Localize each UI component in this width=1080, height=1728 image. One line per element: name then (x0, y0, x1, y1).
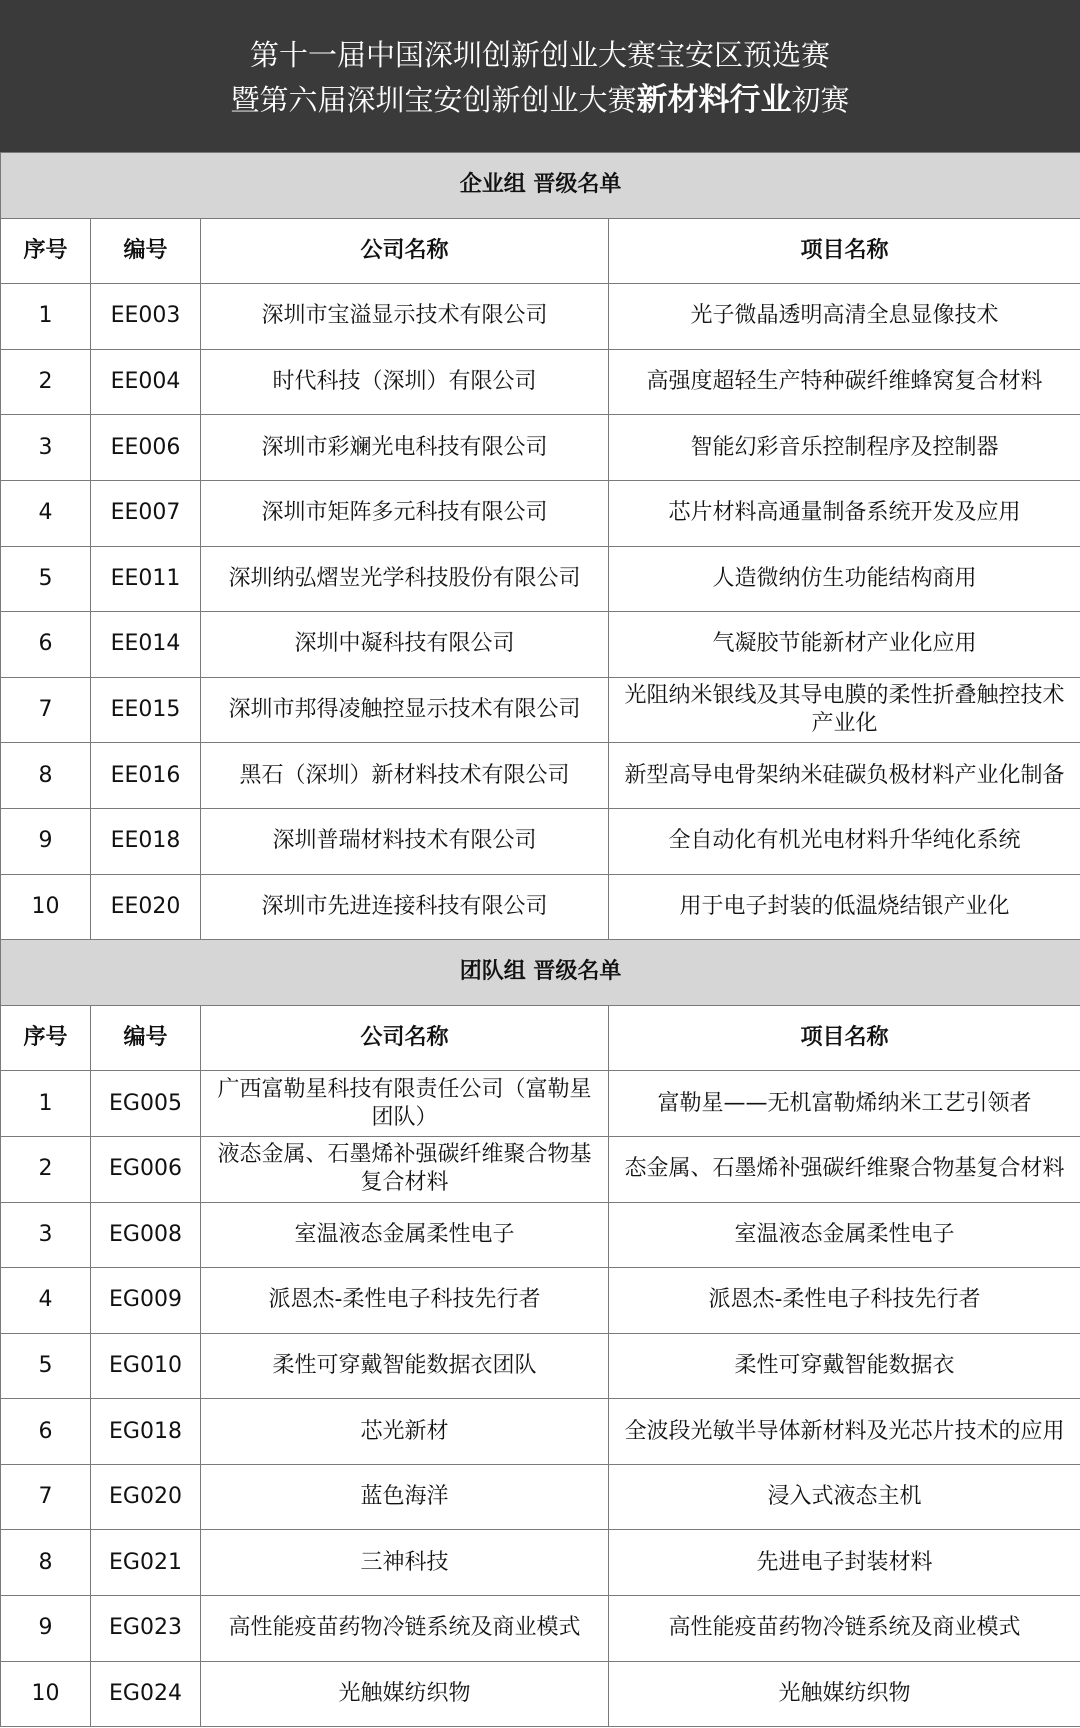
company-cell (201, 743, 609, 809)
company-cell-text: 深圳市先进连接科技有限公司 (261, 893, 548, 919)
seq-cell-text: 2 (38, 369, 53, 395)
project-cell (609, 1399, 1080, 1465)
code-cell (91, 1399, 201, 1465)
seq-cell (1, 1661, 91, 1727)
company-cell (201, 1530, 609, 1596)
team-section-title (1, 940, 1080, 1006)
seq-cell (1, 874, 91, 940)
project-cell (609, 1268, 1080, 1334)
table-row (1, 284, 1080, 350)
company-cell (201, 1071, 609, 1137)
project-cell-text: 高性能疫苗药物冷链系统及商业模式 (668, 1615, 1021, 1641)
code-cell-text: EE006 (110, 434, 181, 460)
project-cell-text: 智能幻彩音乐控制程序及控制器 (690, 434, 999, 460)
seq-cell-text: 10 (31, 893, 60, 919)
company-cell (201, 612, 609, 678)
project-cell (609, 480, 1080, 546)
table-row (1, 1202, 1080, 1268)
company-cell (201, 808, 609, 874)
seq-cell (1, 1464, 91, 1530)
code-cell (91, 1333, 201, 1399)
column-header-seq (1, 218, 91, 284)
company-cell-text: 室温液态金属柔性电子 (294, 1221, 515, 1247)
table-row (1, 1596, 1080, 1662)
team-column-header-row (1, 1005, 1080, 1071)
column-header-project-text: 项目名称 (800, 1025, 889, 1051)
project-cell-text: 全自动化有机光电材料升华纯化系统 (668, 828, 1021, 854)
team-section-title-text: 团队组 晋级名单 (459, 959, 622, 985)
project-cell-text: 室温液态金属柔性电子 (734, 1221, 955, 1247)
seq-cell-text: 3 (38, 434, 53, 460)
company-cell (201, 349, 609, 415)
column-header-code-text: 编号 (123, 237, 168, 263)
project-cell (609, 874, 1080, 940)
column-header-company (201, 218, 609, 284)
code-cell (91, 349, 201, 415)
project-cell (609, 743, 1080, 809)
seq-cell (1, 480, 91, 546)
seq-cell-text: 9 (38, 1615, 53, 1641)
company-cell (201, 546, 609, 612)
enterprise-section-title-text: 企业组 晋级名单 (459, 172, 622, 198)
column-header-code (91, 218, 201, 284)
seq-cell (1, 546, 91, 612)
company-cell (201, 1596, 609, 1662)
project-cell (609, 1333, 1080, 1399)
company-cell-text: 液态金属、石墨烯补强碳纤维聚合物基复合材料 (217, 1142, 592, 1196)
table-row (1, 480, 1080, 546)
table-row (1, 808, 1080, 874)
company-cell-text: 高性能疫苗药物冷链系统及商业模式 (228, 1615, 581, 1641)
code-cell-text: EE020 (110, 893, 181, 919)
company-cell-text: 深圳市邦得凌触控显示技术有限公司 (228, 697, 581, 723)
code-cell-text: EG010 (109, 1352, 182, 1378)
seq-cell (1, 1596, 91, 1662)
code-cell (91, 1071, 201, 1137)
seq-cell-text: 4 (38, 1287, 53, 1313)
results-table-body (1, 153, 1080, 1727)
seq-cell (1, 1399, 91, 1465)
column-header-code-text: 编号 (123, 1025, 168, 1051)
project-cell-text: 高强度超轻生产特种碳纤维蜂窝复合材料 (646, 369, 1043, 395)
table-row (1, 546, 1080, 612)
table-row (1, 1464, 1080, 1530)
column-header-code (91, 1005, 201, 1071)
company-cell-text: 时代科技（深圳）有限公司 (272, 369, 537, 395)
seq-cell (1, 349, 91, 415)
seq-cell (1, 743, 91, 809)
seq-cell-text: 9 (38, 828, 53, 854)
column-header-project (609, 1005, 1080, 1071)
company-cell (201, 284, 609, 350)
table-row (1, 677, 1080, 743)
header-title-industry: 新材料行业 (636, 82, 792, 118)
project-cell (609, 415, 1080, 481)
company-cell-text: 深圳中凝科技有限公司 (294, 631, 515, 657)
company-cell (201, 1333, 609, 1399)
seq-cell-text: 3 (38, 1221, 53, 1247)
code-cell-text: EG021 (109, 1549, 182, 1575)
project-cell (609, 546, 1080, 612)
project-cell (609, 1661, 1080, 1727)
header-title-prefix: 暨第六届深圳宝安创新创业大赛 (230, 83, 637, 117)
company-cell-text: 芯光新材 (360, 1418, 449, 1444)
enterprise-section-title (1, 153, 1080, 219)
code-cell-text: EE007 (110, 500, 181, 526)
seq-cell-text: 6 (38, 1418, 53, 1444)
project-cell-text: 派恩杰-柔性电子科技先行者 (708, 1287, 981, 1313)
code-cell-text: EE004 (110, 369, 181, 395)
project-cell (609, 1530, 1080, 1596)
seq-cell (1, 808, 91, 874)
seq-cell-text: 5 (38, 565, 53, 591)
company-cell-text: 黑石（深圳）新材料技术有限公司 (239, 762, 570, 788)
seq-cell (1, 284, 91, 350)
project-cell-text: 人造微纳仿生功能结构商用 (712, 565, 977, 591)
column-header-seq-text: 序号 (23, 1025, 68, 1051)
project-cell-text: 光阻纳米银线及其导电膜的柔性折叠触控技术产业化 (624, 683, 1065, 737)
project-cell-text: 浸入式液态主机 (767, 1484, 922, 1510)
project-cell-text: 光触媒纺织物 (778, 1680, 911, 1706)
code-cell (91, 874, 201, 940)
enterprise-section-title-row (1, 153, 1080, 219)
project-cell-text: 新型高导电骨架纳米硅碳负极材料产业化制备 (624, 762, 1065, 788)
seq-cell-text: 8 (38, 762, 53, 788)
seq-cell-text: 4 (38, 500, 53, 526)
company-cell-text: 派恩杰-柔性电子科技先行者 (268, 1287, 541, 1313)
code-cell (91, 1530, 201, 1596)
company-cell-text: 三神科技 (360, 1549, 449, 1575)
table-row (1, 1399, 1080, 1465)
company-cell-text: 深圳市彩斓光电科技有限公司 (261, 434, 548, 460)
code-cell (91, 1661, 201, 1727)
code-cell-text: EE011 (110, 565, 181, 591)
project-cell (609, 284, 1080, 350)
code-cell (91, 1136, 201, 1202)
column-header-company-text: 公司名称 (360, 1025, 449, 1051)
seq-cell-text: 7 (38, 1484, 53, 1510)
company-cell (201, 677, 609, 743)
code-cell (91, 1464, 201, 1530)
code-cell-text: EG024 (109, 1680, 182, 1706)
seq-cell-text: 7 (38, 697, 53, 723)
company-cell (201, 1399, 609, 1465)
code-cell (91, 546, 201, 612)
seq-cell-text: 5 (38, 1352, 53, 1378)
header-title-suffix: 初赛 (791, 83, 850, 117)
code-cell-text: EG020 (109, 1484, 182, 1510)
company-cell (201, 1268, 609, 1334)
company-cell-text: 光触媒纺织物 (338, 1680, 471, 1706)
enterprise-column-header-row (1, 218, 1080, 284)
code-cell-text: EE016 (110, 762, 181, 788)
company-cell (201, 480, 609, 546)
project-cell-text: 用于电子封装的低温烧结银产业化 (679, 893, 1010, 919)
code-cell-text: EG005 (109, 1090, 182, 1116)
seq-cell (1, 1530, 91, 1596)
company-cell-text: 柔性可穿戴智能数据衣团队 (272, 1352, 537, 1378)
seq-cell-text: 10 (31, 1680, 60, 1706)
table-row (1, 1136, 1080, 1202)
project-cell (609, 677, 1080, 743)
seq-cell (1, 1268, 91, 1334)
project-cell (609, 1071, 1080, 1137)
project-cell-text: 气凝胶节能新材产业化应用 (712, 631, 977, 657)
table-row (1, 1071, 1080, 1137)
project-cell-text: 全波段光敏半导体新材料及光芯片技术的应用 (624, 1418, 1065, 1444)
project-cell (609, 1596, 1080, 1662)
table-row (1, 1530, 1080, 1596)
seq-cell (1, 612, 91, 678)
column-header-company-text: 公司名称 (360, 237, 449, 263)
project-cell-text: 芯片材料高通量制备系统开发及应用 (668, 500, 1021, 526)
company-cell-text: 蓝色海洋 (360, 1484, 449, 1510)
company-cell (201, 1136, 609, 1202)
seq-cell-text: 2 (38, 1156, 53, 1182)
code-cell (91, 480, 201, 546)
table-row (1, 1333, 1080, 1399)
code-cell (91, 612, 201, 678)
seq-cell-text: 1 (38, 303, 53, 329)
seq-cell (1, 415, 91, 481)
company-cell-text: 深圳市矩阵多元科技有限公司 (261, 500, 548, 526)
table-row (1, 612, 1080, 678)
code-cell (91, 284, 201, 350)
project-cell (609, 1202, 1080, 1268)
seq-cell (1, 1202, 91, 1268)
results-table (0, 152, 1080, 1727)
project-cell-text: 态金属、石墨烯补强碳纤维聚合物基复合材料 (624, 1156, 1065, 1182)
page-header (0, 0, 1080, 152)
company-cell (201, 1464, 609, 1530)
table-row (1, 349, 1080, 415)
column-header-project-text: 项目名称 (800, 237, 889, 263)
table-row (1, 874, 1080, 940)
code-cell (91, 415, 201, 481)
table-row (1, 415, 1080, 481)
project-cell-text: 先进电子封装材料 (756, 1549, 933, 1575)
code-cell (91, 808, 201, 874)
seq-cell (1, 677, 91, 743)
code-cell-text: EE003 (110, 303, 181, 329)
table-row (1, 1661, 1080, 1727)
company-cell-text: 深圳市宝溢显示技术有限公司 (261, 303, 548, 329)
seq-cell (1, 1333, 91, 1399)
code-cell (91, 677, 201, 743)
code-cell (91, 1268, 201, 1334)
company-cell (201, 1202, 609, 1268)
code-cell (91, 1596, 201, 1662)
seq-cell-text: 8 (38, 1549, 53, 1575)
code-cell-text: EG008 (109, 1221, 182, 1247)
column-header-project (609, 218, 1080, 284)
column-header-seq-text: 序号 (23, 237, 68, 263)
code-cell-text: EG023 (109, 1615, 182, 1641)
code-cell-text: EG018 (109, 1418, 182, 1444)
company-cell (201, 874, 609, 940)
table-row (1, 1268, 1080, 1334)
team-section-title-row (1, 940, 1080, 1006)
code-cell-text: EE015 (110, 697, 181, 723)
company-cell (201, 1661, 609, 1727)
seq-cell (1, 1136, 91, 1202)
project-cell (609, 808, 1080, 874)
project-cell-text: 富勒星——无机富勒烯纳米工艺引领者 (657, 1090, 1032, 1116)
project-cell (609, 1136, 1080, 1202)
company-cell-text: 深圳普瑞材料技术有限公司 (272, 828, 537, 854)
header-title-line-2 (0, 78, 1080, 123)
column-header-company (201, 1005, 609, 1071)
project-cell (609, 612, 1080, 678)
project-cell-text: 光子微晶透明高清全息显像技术 (690, 303, 999, 329)
code-cell-text: EE014 (110, 631, 181, 657)
column-header-seq (1, 1005, 91, 1071)
code-cell-text: EG006 (109, 1156, 182, 1182)
header-title-line-1: 第十一届中国深圳创新创业大赛宝安区预选赛 (249, 38, 830, 72)
company-cell (201, 415, 609, 481)
project-cell (609, 349, 1080, 415)
company-cell-text: 广西富勒星科技有限责任公司（富勒星团队） (217, 1076, 592, 1130)
company-cell-text: 深圳纳弘熠岦光学科技股份有限公司 (228, 565, 581, 591)
table-row (1, 743, 1080, 809)
seq-cell-text: 6 (38, 631, 53, 657)
code-cell (91, 743, 201, 809)
code-cell-text: EG009 (109, 1287, 182, 1313)
project-cell-text: 柔性可穿戴智能数据衣 (734, 1352, 955, 1378)
code-cell-text: EE018 (110, 828, 181, 854)
seq-cell-text: 1 (38, 1090, 53, 1116)
code-cell (91, 1202, 201, 1268)
seq-cell (1, 1071, 91, 1137)
project-cell (609, 1464, 1080, 1530)
